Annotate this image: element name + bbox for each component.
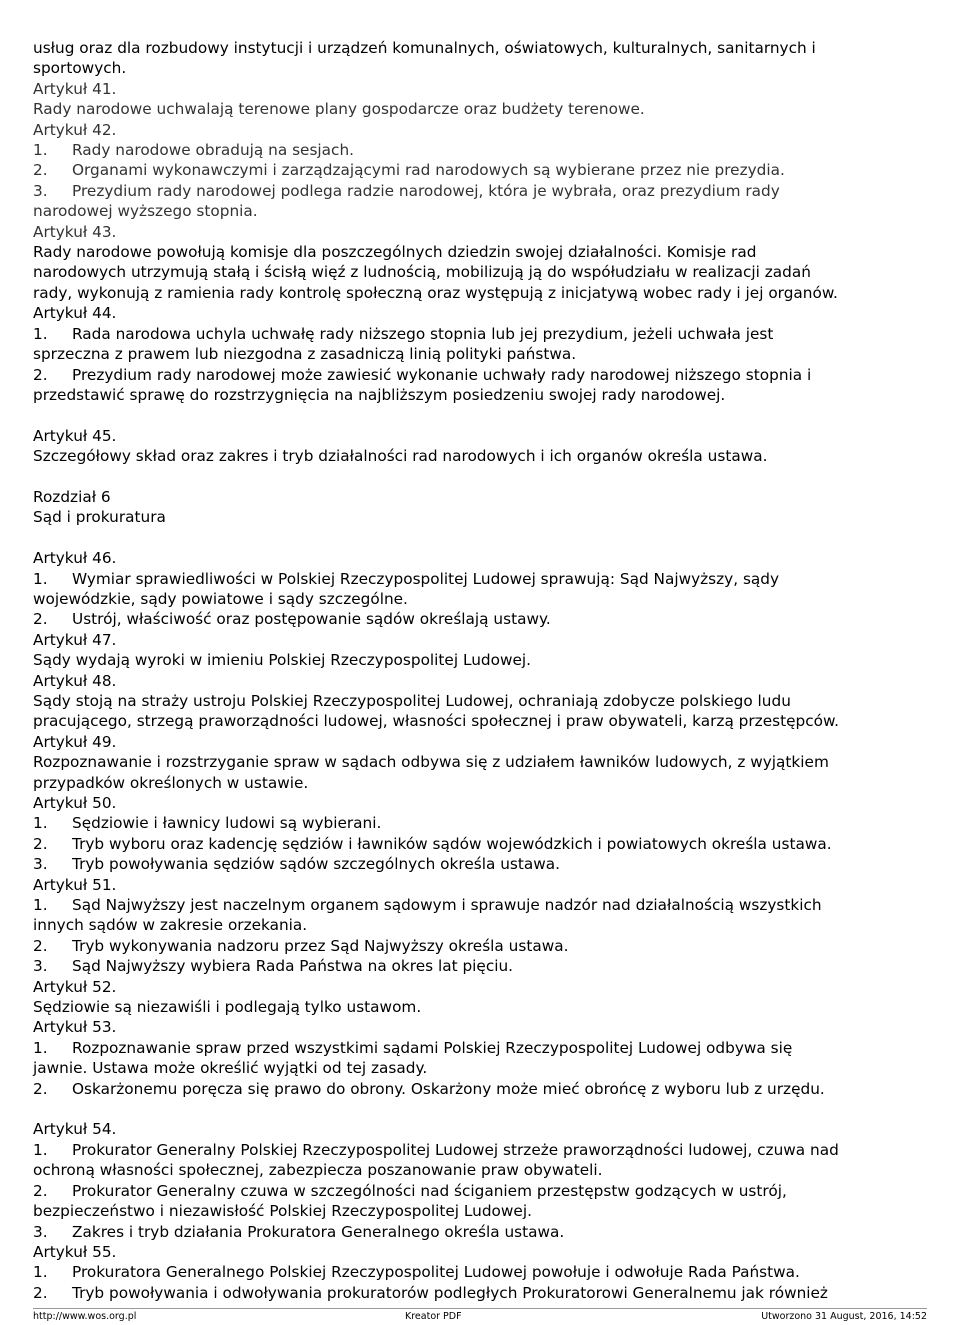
line-text: Prokurator Generalny czuwa w szczególności nad ściganiem przestępstw godzących w ustrój, xyxy=(72,1181,787,1200)
text-line xyxy=(33,242,939,262)
item-number: 3. xyxy=(33,181,48,200)
line-text: Rady narodowe uchwalają terenowe plany gospodarcze oraz budżety terenowe. xyxy=(33,100,645,119)
text-line xyxy=(33,752,939,772)
text-line xyxy=(33,303,939,323)
text-line xyxy=(33,895,939,915)
line-text: Rozdział 6 xyxy=(33,487,111,506)
text-line xyxy=(33,426,939,446)
text-line xyxy=(33,1160,939,1180)
text-line xyxy=(33,160,939,180)
item-number: 3. xyxy=(33,1222,48,1241)
line-text: Prokurator Generalny Polskiej Rzeczypospolitej Ludowej strzeże praworządności ludowej, czuwa nad xyxy=(72,1140,839,1159)
line-text: ochroną własności społecznej, zabezpiecza poszanowanie praw obywateli. xyxy=(33,1161,603,1180)
line-text: Organami wykonawczymi i zarządzającymi rad narodowych są wybierane przez nie prezydia. xyxy=(72,161,785,180)
text-line xyxy=(33,875,939,895)
line-text: Wymiar sprawiedliwości w Polskiej Rzeczypospolitej Ludowej sprawują: Sąd Najwyższy, sądy xyxy=(72,569,780,588)
line-text: pracującego, strzegą praworządności ludowej, własności społecznej i praw obywateli, karzą przestępców. xyxy=(33,712,839,731)
text-line xyxy=(33,38,939,58)
text-line xyxy=(33,813,939,833)
line-text: bezpieczeństwo i niezawisłość Polskiej Rzeczypospolitej Ludowej. xyxy=(33,1202,532,1221)
line-text: Sąd Najwyższy wybiera Rada Państwa na okres lat pięciu. xyxy=(72,957,514,976)
line-text: Artykuł 42. xyxy=(33,120,117,139)
line-text: Prezydium rady narodowej może zawiesić wykonanie uchwały rady narodowej niższego stopnia i xyxy=(72,365,812,384)
item-number: 1. xyxy=(33,569,48,588)
text-line xyxy=(33,997,939,1017)
text-line xyxy=(33,977,939,997)
footer-generator: Kreator PDF xyxy=(405,1311,462,1322)
line-text: przypadków określonych w ustawie. xyxy=(33,773,309,792)
line-text: Sąd i prokuratura xyxy=(33,508,166,527)
item-number: 2. xyxy=(33,1283,48,1302)
line-text: Artykuł 47. xyxy=(33,630,117,649)
text-line xyxy=(33,1201,939,1221)
line-text: Artykuł 46. xyxy=(33,549,117,568)
text-line xyxy=(33,79,939,99)
line-text: Rada narodowa uchyla uchwałę rady niższego stopnia lub jej prezydium, jeżeli uchwała jest xyxy=(72,324,774,343)
line-text: sprzeczna z prawem lub niezgodna z zasadniczą linią polityki państwa. xyxy=(33,345,577,364)
item-number: 1. xyxy=(33,141,48,160)
item-number: 2. xyxy=(33,936,48,955)
line-text: Oskarżonemu poręcza się prawo do obrony. Oskarżony może mieć obrońcę z wyboru lub z urzędu. xyxy=(72,1079,825,1098)
line-text: innych sądów w zakresie orzekania. xyxy=(33,916,308,935)
item-number: 1. xyxy=(33,1263,48,1282)
text-line xyxy=(33,385,939,405)
line-text: Artykuł 52. xyxy=(33,977,117,996)
text-line xyxy=(33,222,939,242)
text-line xyxy=(33,569,939,589)
text-line xyxy=(33,732,939,752)
line-text: Zakres i tryb działania Prokuratora Generalnego określa ustawa. xyxy=(72,1222,565,1241)
line-text: sportowych. xyxy=(33,59,127,78)
line-text: jawnie. Ustawa może określić wyjątki od tej zasady. xyxy=(33,1059,428,1078)
text-line xyxy=(33,262,939,282)
line-text: Artykuł 41. xyxy=(33,79,117,98)
line-text: Sądy stoją na straży ustroju Polskiej Rzeczypospolitej Ludowej, ochraniają zdobycze polskiego ludu xyxy=(33,691,791,710)
text-line xyxy=(33,1079,939,1099)
text-line xyxy=(33,324,939,344)
line-text: Artykuł 45. xyxy=(33,426,117,445)
line-text: Rady narodowe obradują na sesjach. xyxy=(72,141,355,160)
page-footer xyxy=(33,1310,927,1324)
line-text: Artykuł 43. xyxy=(33,222,117,241)
line-text: rady, wykonują z ramienia rady kontrolę społeczną oraz występują z inicjatywą wobec rady i jej organów. xyxy=(33,283,838,302)
item-number: 3. xyxy=(33,957,48,976)
text-line xyxy=(33,120,939,140)
text-line xyxy=(33,589,939,609)
item-number: 2. xyxy=(33,834,48,853)
document-body xyxy=(33,38,939,1303)
line-text: Artykuł 55. xyxy=(33,1242,117,1261)
text-line xyxy=(33,548,939,568)
line-text: Sędziowie i ławnicy ludowi są wybierani. xyxy=(72,814,382,833)
blank-line xyxy=(33,528,939,548)
text-line xyxy=(33,854,939,874)
text-line xyxy=(33,630,939,650)
line-text: Artykuł 54. xyxy=(33,1120,117,1139)
item-number: 2. xyxy=(33,610,48,629)
line-text: Tryb wykonywania nadzoru przez Sąd Najwyższy określa ustawa. xyxy=(72,936,569,955)
line-text: Sądy wydają wyroki w imieniu Polskiej Rzeczypospolitej Ludowej. xyxy=(33,651,532,670)
line-text: Rady narodowe powołują komisje dla poszczególnych dziedzin swojej działalności. Komisje rad xyxy=(33,243,757,262)
line-text: Artykuł 53. xyxy=(33,1018,117,1037)
text-line xyxy=(33,365,939,385)
footer-url: http://www.wos.org.pl xyxy=(33,1311,137,1322)
line-text: Artykuł 48. xyxy=(33,671,117,690)
item-number: 1. xyxy=(33,1038,48,1057)
item-number: 1. xyxy=(33,324,48,343)
text-line xyxy=(33,487,939,507)
text-line xyxy=(33,1181,939,1201)
line-text: Sąd Najwyższy jest naczelnym organem sądowym i sprawuje nadzór nad działalnością wszystkich xyxy=(72,896,822,915)
text-line xyxy=(33,283,939,303)
line-text: Szczegółowy skład oraz zakres i tryb działalności rad narodowych i ich organów określa ustawa. xyxy=(33,447,768,466)
text-line xyxy=(33,834,939,854)
line-text: usług oraz dla rozbudowy instytucji i urządzeń komunalnych, oświatowych, kulturalnych, sanitarnych i xyxy=(33,39,816,57)
line-text: Sędziowie są niezawiśli i podlegają tylko ustawom. xyxy=(33,998,422,1017)
text-line xyxy=(33,773,939,793)
text-line xyxy=(33,609,939,629)
item-number: 2. xyxy=(33,1079,48,1098)
line-text: Tryb wyboru oraz kadencję sędziów i ławników sądów wojewódzkich i powiatowych określa ustawa. xyxy=(72,834,832,853)
footer-timestamp: Utworzono 31 August, 2016, 14:52 xyxy=(761,1311,927,1322)
text-line xyxy=(33,344,939,364)
text-line xyxy=(33,1262,939,1282)
text-line xyxy=(33,181,939,201)
text-line xyxy=(33,507,939,527)
text-line xyxy=(33,1222,939,1242)
item-number: 2. xyxy=(33,1181,48,1200)
text-line xyxy=(33,793,939,813)
item-number: 1. xyxy=(33,814,48,833)
text-line xyxy=(33,915,939,935)
text-line xyxy=(33,1283,939,1303)
text-line xyxy=(33,956,939,976)
line-text: narodowych utrzymują stałą i ścisłą więź z ludnością, mobilizują ją do współudziału w realizacji zadań xyxy=(33,263,811,282)
text-line xyxy=(33,671,939,691)
line-text: Artykuł 50. xyxy=(33,793,117,812)
line-text: Rozpoznawanie spraw przed wszystkimi sądami Polskiej Rzeczypospolitej Ludowej odbywa się xyxy=(72,1038,793,1057)
line-text: Tryb powoływania sędziów sądów szczególnych określa ustawa. xyxy=(72,855,561,874)
line-text: Artykuł 44. xyxy=(33,304,117,323)
line-text: Artykuł 49. xyxy=(33,732,117,751)
line-text: Ustrój, właściwość oraz postępowanie sądów określają ustawy. xyxy=(72,610,551,629)
text-line xyxy=(33,711,939,731)
footer-divider xyxy=(33,1308,927,1309)
line-text: Prezydium rady narodowej podlega radzie narodowej, która je wybrała, oraz prezydium rady xyxy=(72,181,780,200)
line-text: Artykuł 51. xyxy=(33,875,117,894)
text-line xyxy=(33,691,939,711)
line-text: Tryb powoływania i odwoływania prokuratorów podległych Prokuratorowi Generalnemu jak również xyxy=(72,1283,828,1302)
item-number: 2. xyxy=(33,365,48,384)
item-number: 2. xyxy=(33,161,48,180)
text-line xyxy=(33,140,939,160)
text-line xyxy=(33,446,939,466)
text-line xyxy=(33,1058,939,1078)
text-line xyxy=(33,1017,939,1037)
text-line xyxy=(33,1038,939,1058)
text-line xyxy=(33,650,939,670)
blank-line xyxy=(33,1099,939,1119)
text-line xyxy=(33,936,939,956)
text-line xyxy=(33,99,939,119)
text-line xyxy=(33,1119,939,1139)
text-line xyxy=(33,58,939,78)
blank-line xyxy=(33,467,939,487)
line-text: Prokuratora Generalnego Polskiej Rzeczypospolitej Ludowej powołuje i odwołuje Rada Państwa. xyxy=(72,1263,800,1282)
line-text: narodowej wyższego stopnia. xyxy=(33,202,258,221)
text-line xyxy=(33,1140,939,1160)
item-number: 1. xyxy=(33,896,48,915)
blank-line xyxy=(33,405,939,425)
line-text: Rozpoznawanie i rozstrzyganie spraw w sądach odbywa się z udziałem ławników ludowych, z wyjątkiem xyxy=(33,753,829,772)
text-line xyxy=(33,1242,939,1262)
item-number: 1. xyxy=(33,1140,48,1159)
line-text: wojewódzkie, sądy powiatowe i sądy szczególne. xyxy=(33,589,408,608)
text-line xyxy=(33,201,939,221)
item-number: 3. xyxy=(33,855,48,874)
line-text: przedstawić sprawę do rozstrzygnięcia na najbliższym posiedzeniu swojej rady narodowej. xyxy=(33,385,726,404)
